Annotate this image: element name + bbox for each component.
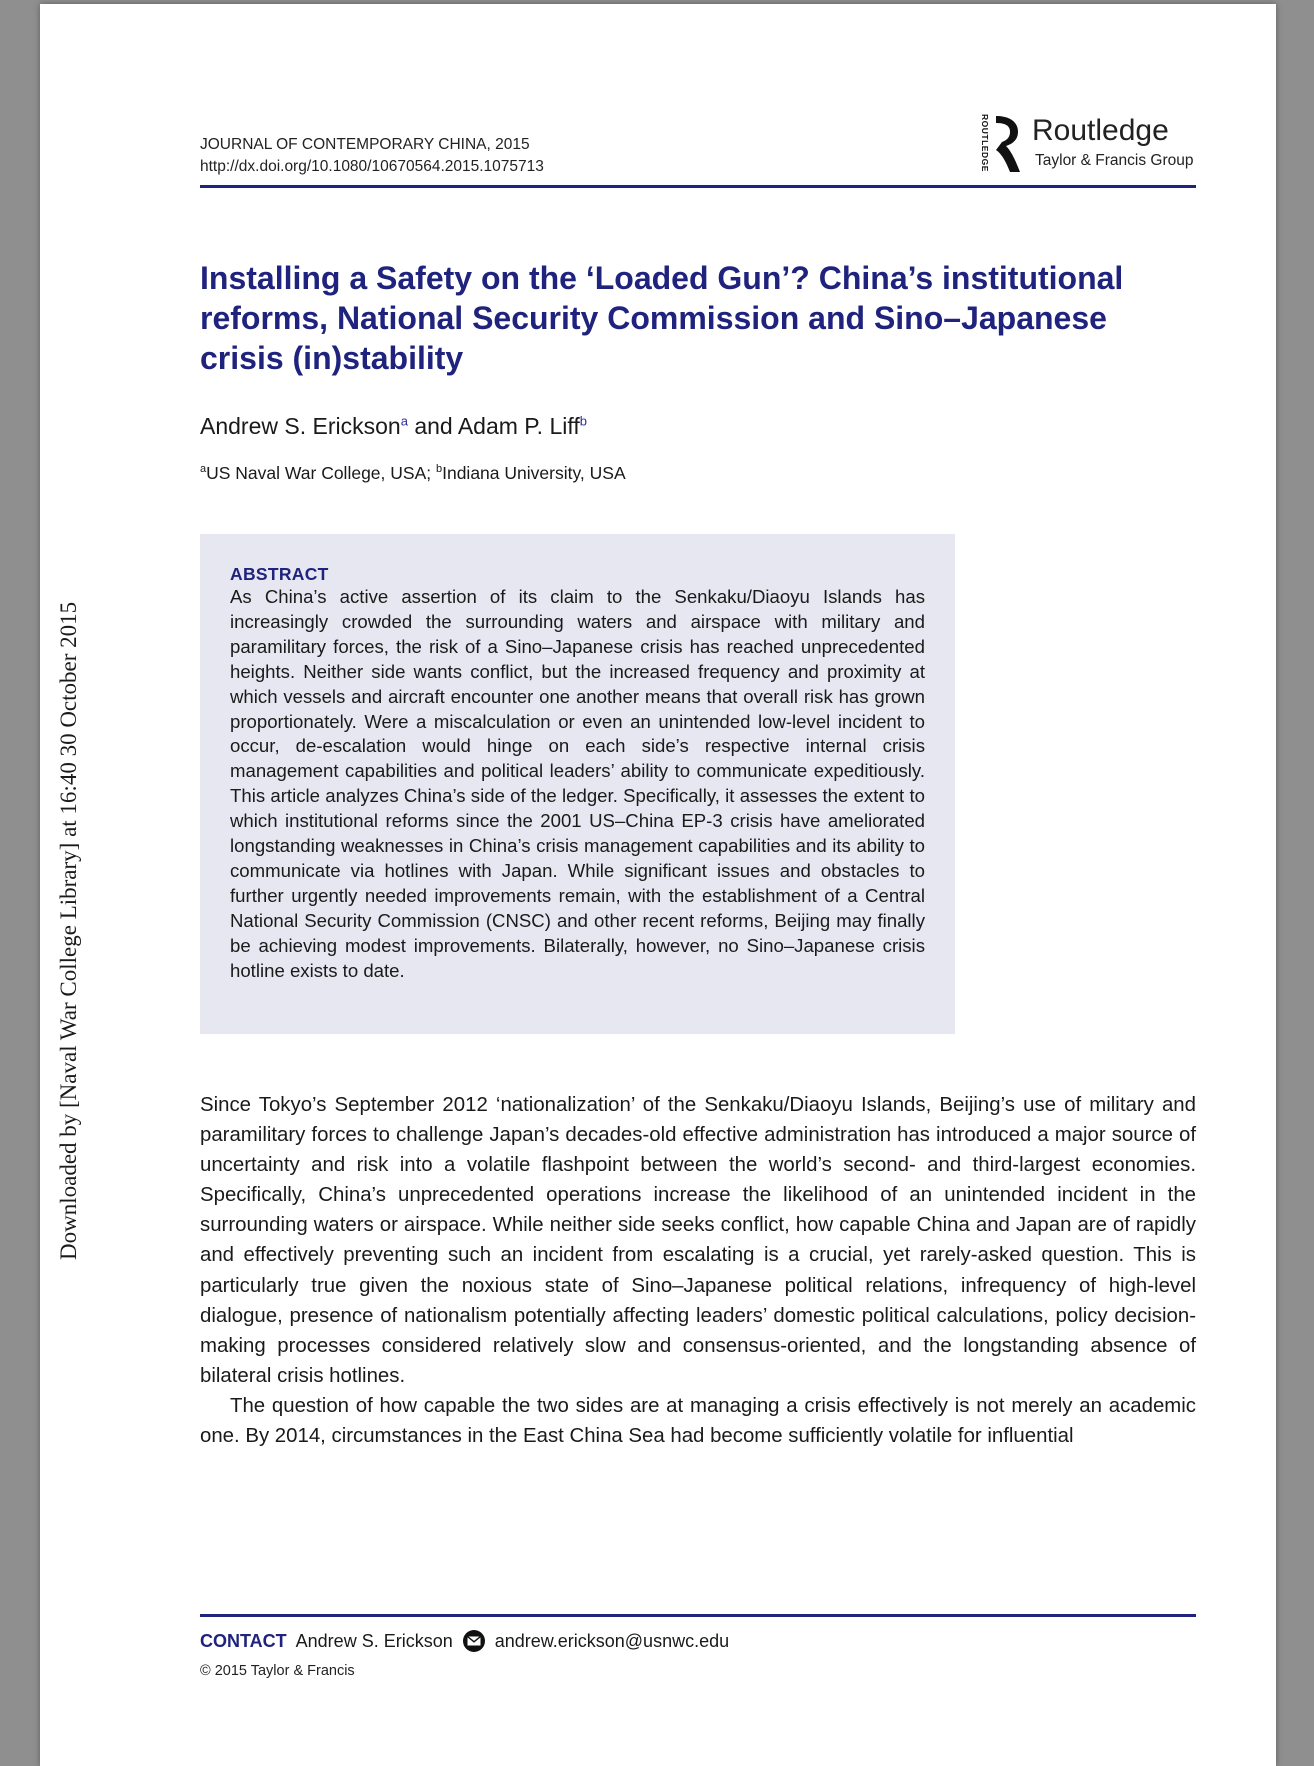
journal-name: JOURNAL OF CONTEMPORARY CHINA, 2015 (200, 136, 530, 153)
pdf-page (40, 4, 1276, 1766)
download-watermark: Downloaded by [Naval War College Library] at 16:40 30 October 2015 (56, 601, 81, 1260)
body-paragraph: The question of how capable the two sides are at managing a crisis effectively is not merely an academic one. By 2014, circumstances in the East China Sea had become sufficiently volatile for influential (200, 1395, 1196, 1448)
copyright-notice: © 2015 Taylor & Francis (200, 1663, 355, 1679)
affiliation-marker: b (435, 463, 443, 476)
contact-line (200, 1627, 729, 1655)
contact-email-link[interactable]: andrew.erickson@usnwc.edu (494, 1630, 730, 1651)
article-title: Installing a Safety on the ‘Loaded Gun’? China’s institutional reforms, National Security Commission and Sino–Japanese crisis (in)stability (200, 260, 1124, 376)
author-affiliation-marker[interactable]: a (400, 413, 408, 429)
logo-vertical-text: ROUTLEDGE (980, 114, 990, 172)
abstract-label: ABSTRACT (230, 564, 329, 584)
publisher-logo (980, 112, 1200, 176)
author-connector: and (414, 413, 453, 439)
footer-divider (200, 1614, 1196, 1617)
doi-link[interactable]: http://dx.doi.org/10.1080/10670564.2015.1075713 (200, 158, 544, 175)
author-name: Andrew S. Erickson (200, 413, 401, 439)
journal-info (200, 134, 544, 178)
affiliation-text: Indiana University, USA (442, 463, 626, 483)
author-affiliation-marker[interactable]: b (579, 413, 587, 429)
contact-name: Andrew S. Erickson (295, 1630, 453, 1651)
author-name: Adam P. Liff (457, 413, 580, 439)
abstract-text: As China’s active assertion of its claim to the Senkaku/Diaoyu Islands has increasingly crowded the surrounding waters and airspace with military and paramilitary forces, the risk of a Sino–Japanese crisis has reached unprecedented heights. Neither side wants conflict, but the increased frequency and proximity at which vessels and aircraft encounter one another means that overall risk has grown proportionately. Were a miscalculation or even an unintended low-level incident to occur, de-escalation would hinge on each side’s respective internal crisis management capabilities and political leaders’ ability to communicate expeditiously. This article analyzes China’s side of the ledger. Specifically, it assesses the extent to which institutional reforms since the 2001 US–China EP-3 crisis have ameliorated longstanding weaknesses in China’s crisis management capabilities and its ability to communicate via hotlines with Japan. While significant issues and obstacles to further urgently needed improvements remain, with the establishment of a Central National Security Commission (CNSC) and other recent reforms, Beijing may finally be achieving modest improvements. Bilaterally, however, no Sino–Japanese crisis hotline exists to date. (230, 586, 925, 981)
abstract-box (200, 534, 955, 1034)
contact-label: CONTACT (200, 1630, 287, 1651)
body-paragraph: Since Tokyo’s September 2012 ‘nationalization’ of the Senkaku/Diaoyu Islands, Beijing’s use of military and paramilitary forces to challenge Japan’s decades-old effective administration has introduced a major source of uncertainty and risk into a volatile flashpoint between the world’s second- and third-largest economies. Specifically, China’s unprecedented operations increase the likelihood of an unintended incident in the surrounding waters or airspace. While neither side seeks conflict, how capable China and Japan are of rapidly and effectively preventing such an incident from escalating is a crucial, yet rarely-asked question. This is particularly true given the noxious state of Sino–Japanese political relations, infrequency of high-level dialogue, presence of nationalism potentially affecting leaders’ domestic political calculations, policy decision-making processes considered relatively slow and consensus-oriented, and the longstanding absence of bilateral crisis hotlines. (200, 1094, 1196, 1387)
publisher-name: Routledge (1032, 114, 1169, 147)
routledge-logo-icon (980, 112, 1024, 176)
author-line (200, 413, 587, 440)
affiliation-text: US Naval War College, USA; (206, 463, 432, 483)
affiliations (200, 463, 626, 484)
envelope-icon (462, 1629, 486, 1653)
header-divider (200, 185, 1196, 188)
affiliation-marker: a (200, 463, 207, 476)
publisher-group: Taylor & Francis Group (1035, 152, 1194, 169)
